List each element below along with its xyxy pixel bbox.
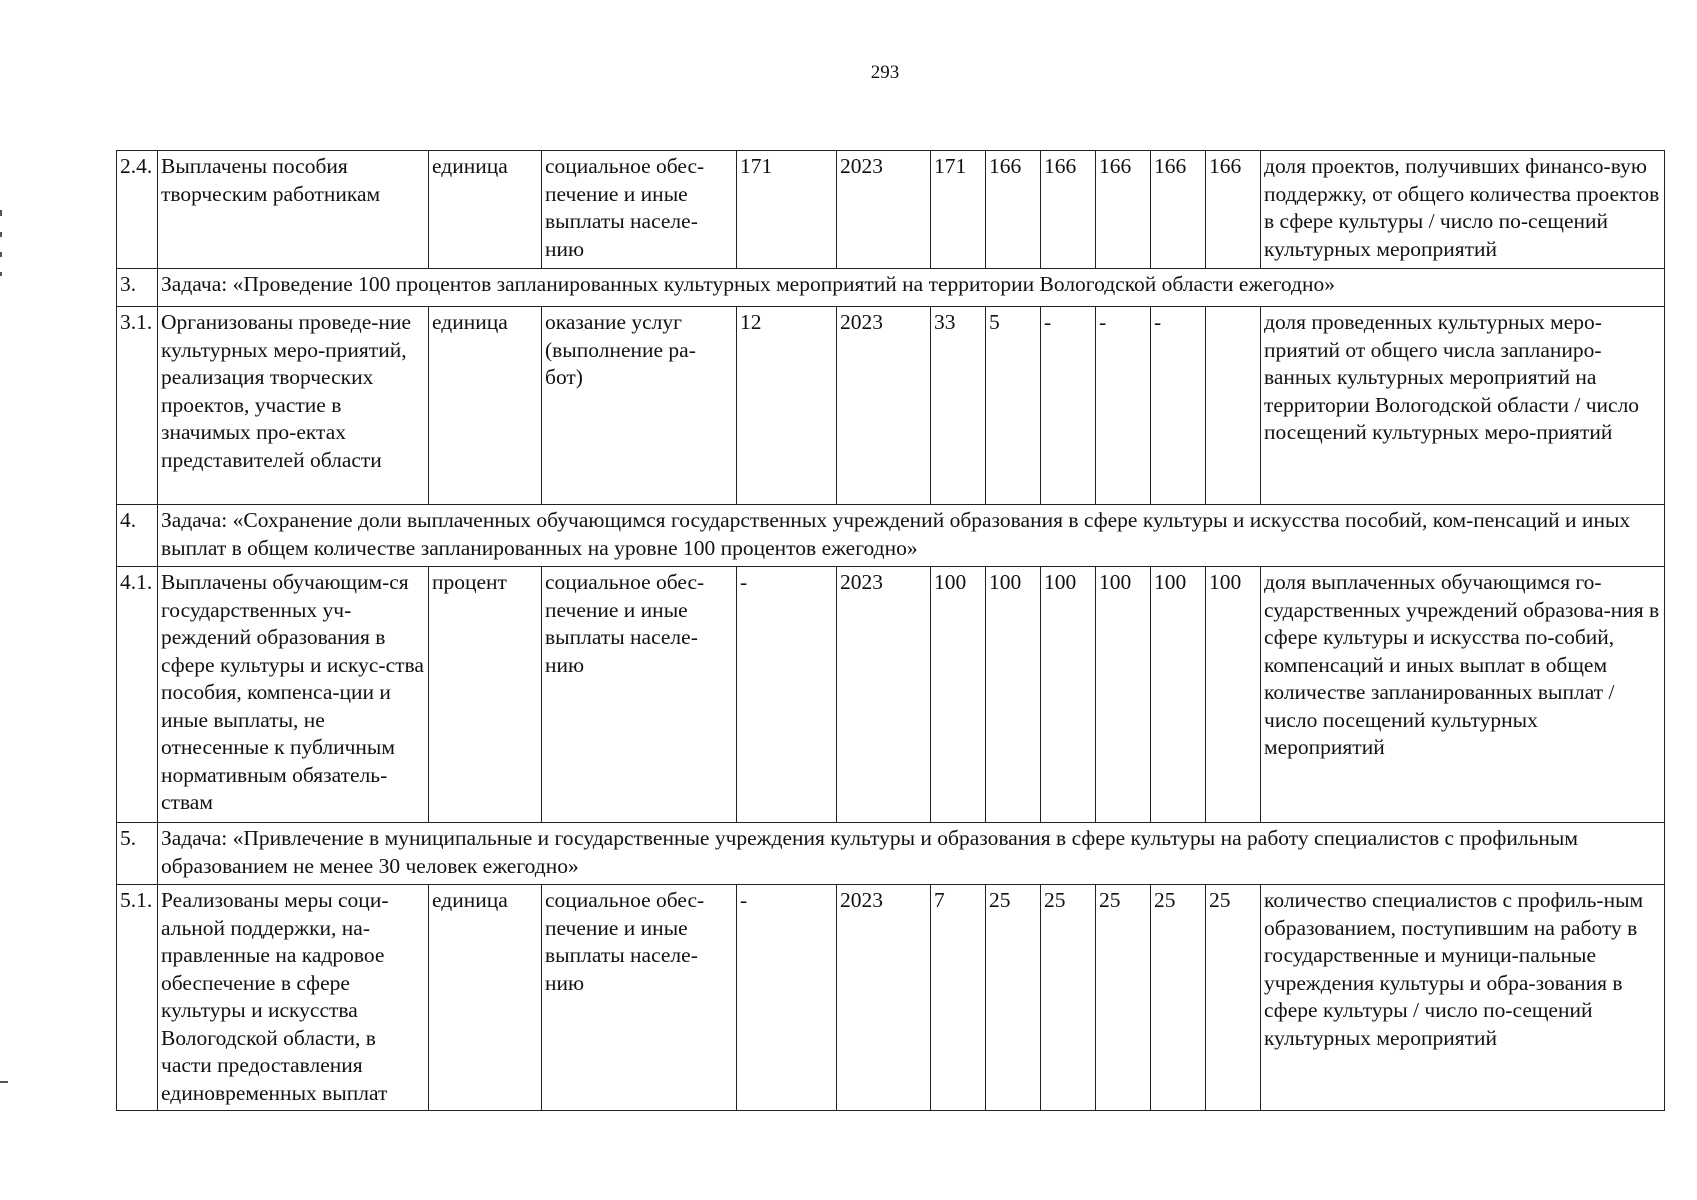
base-year: 2023 [837,885,931,1111]
unit-cell: единица [429,307,542,505]
base-year: 2023 [837,151,931,269]
link-cell: доля проведенных культурных меро-приятий от общего числа запланиро-ванных культурных мероприятий на территории Вологодской области / число посещений культурных меро-приятий [1261,307,1665,505]
unit-cell: процент [429,567,542,823]
value-cell: 166 [1041,151,1096,269]
value-cell: 166 [986,151,1041,269]
value-cell: 166 [1206,151,1261,269]
value-cell: 25 [1041,885,1096,1111]
row-number: 2.4. [117,151,158,269]
result-name: Реализованы меры соци-альной поддержки, на-правленные на кадровое обеспечение в сфере культуры и искусства Вологодской области, в части предоставления единовременных выплат [158,885,429,1111]
value-cell: 7 [931,885,986,1111]
value-cell: 25 [1151,885,1206,1111]
margin-mark [0,252,2,257]
table-row [117,307,1665,505]
value-cell: 166 [1151,151,1206,269]
page-number: 293 [870,62,900,83]
margin-mark [0,272,2,276]
base-year: 2023 [837,307,931,505]
value-cell: 25 [986,885,1041,1111]
margin-mark [0,1081,8,1083]
table-row [117,567,1665,823]
table-row [117,885,1665,1111]
indicators-table [116,150,1665,1111]
unit-cell: единица [429,885,542,1111]
result-name: Выплачены обучающим-ся государственных уч-реждений образования в сфере культуры и искус-ства пособия, компенса-ции и иные выплаты, не отнесенные к публичным нормативным обязатель-ствам [158,567,429,823]
value-cell: 166 [1096,151,1151,269]
row-number: 4.1. [117,567,158,823]
task-row [117,269,1665,307]
task-row [117,505,1665,567]
task-text: Задача: «Сохранение доли выплаченных обучающимся государственных учреждений образования в сфере культуры и искусства пособий, ком-пенсаций и иных выплат в общем количестве запланированных на уровне 100 процентов ежегодно» [158,505,1665,567]
value-cell: 100 [931,567,986,823]
value-cell [1206,307,1261,505]
row-number: 3.1. [117,307,158,505]
row-number: 5. [117,823,158,885]
base-value: 171 [737,151,837,269]
result-name: Организованы проведе-ние культурных меро-приятий, реализация творческих проектов, участие в значимых про-ектах представителей области [158,307,429,505]
margin-mark [0,210,2,216]
value-cell: - [1151,307,1206,505]
link-cell: доля выплаченных обучающимся го-сударственных учреждений образова-ния в сфере культуры и искусства по-собий, компенсаций и иных выплат в общем количестве запланированных выплат / число посещений культурных мероприятий [1261,567,1665,823]
value-cell: 100 [1151,567,1206,823]
base-year: 2023 [837,567,931,823]
value-cell: 25 [1206,885,1261,1111]
value-cell: 171 [931,151,986,269]
type-cell: социальное обес-печение и иные выплаты населе-нию [542,885,737,1111]
row-number: 3. [117,269,158,307]
base-value: - [737,885,837,1111]
value-cell: - [1041,307,1096,505]
type-cell: оказание услуг (выполнение ра-бот) [542,307,737,505]
value-cell: 100 [986,567,1041,823]
value-cell: 100 [1096,567,1151,823]
task-text: Задача: «Привлечение в муниципальные и государственные учреждения культуры и образования в сфере культуры на работу специалистов с профильным образованием не менее 30 человек ежегодно» [158,823,1665,885]
table-row [117,151,1665,269]
task-row [117,823,1665,885]
result-name: Выплачены пособия творческим работникам [158,151,429,269]
row-number: 5.1. [117,885,158,1111]
type-cell: социальное обес-печение и иные выплаты населе-нию [542,151,737,269]
value-cell: 5 [986,307,1041,505]
unit-cell: единица [429,151,542,269]
value-cell: 25 [1096,885,1151,1111]
value-cell: 100 [1041,567,1096,823]
value-cell: - [1096,307,1151,505]
task-text: Задача: «Проведение 100 процентов запланированных культурных мероприятий на территории Вологодской области ежегодно» [158,269,1665,307]
row-number: 4. [117,505,158,567]
value-cell: 33 [931,307,986,505]
margin-mark [0,232,2,237]
link-cell: количество специалистов с профиль-ным образованием, поступившим на работу в государственные и муници-пальные учреждения культуры и обра-зования в сфере культуры / число по-сещений культурных мероприятий [1261,885,1665,1111]
link-cell: доля проектов, получивших финансо-вую поддержку, от общего количества проектов в сфере культуры / число по-сещений культурных мероприятий [1261,151,1665,269]
base-value: - [737,567,837,823]
base-value: 12 [737,307,837,505]
type-cell: социальное обес-печение и иные выплаты населе-нию [542,567,737,823]
value-cell: 100 [1206,567,1261,823]
